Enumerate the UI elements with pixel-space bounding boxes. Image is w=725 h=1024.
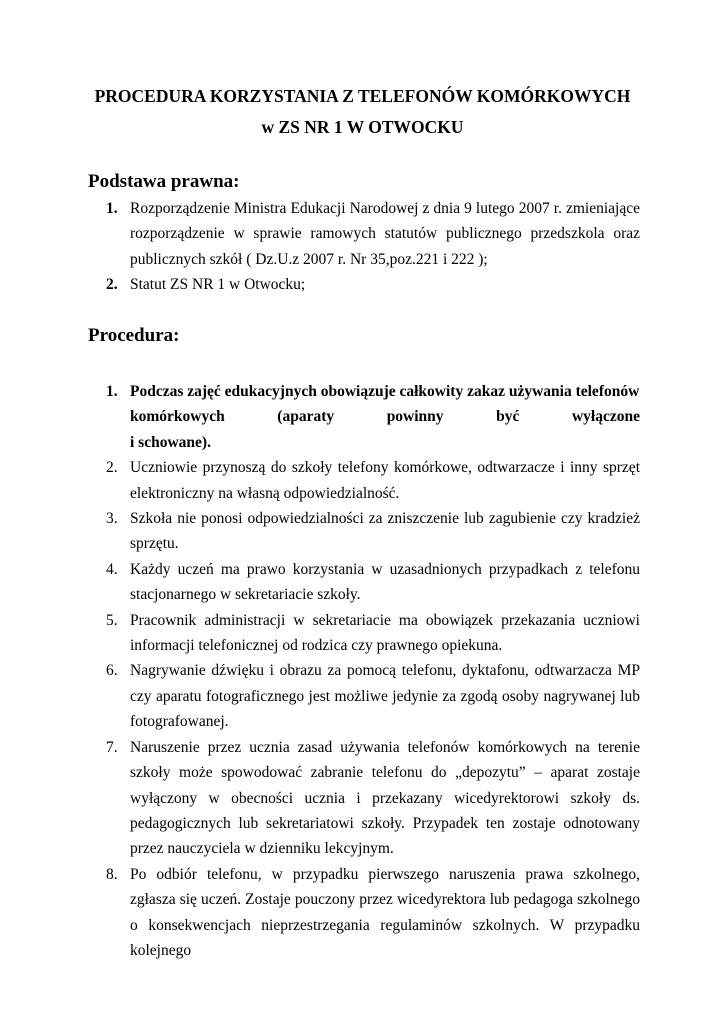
item-text: Pracownik administracji w sekretariacie ma obowiązek przekazania uczniowi informacji telefonicznej od rodzica czy prawnego opiekuna. [130,611,640,655]
item-number: 7. [106,738,118,756]
procedure-list [0,379,725,963]
item-number: 1. [106,383,118,400]
section-heading-legal-basis: Podstawa prawna: [88,171,240,192]
item-number: 5. [106,611,118,629]
list-item [0,506,725,557]
item-text-line: Podczas zajęć edukacyjnych obowiązuje całkowity zakaz używania telefonów [130,383,640,400]
list-item [0,862,725,964]
item-text: Statut ZS NR 1 w Otwocku; [130,276,306,294]
item-number: 6. [106,662,118,680]
item-text-line [130,404,640,429]
list-item [0,735,725,862]
list-item [0,379,725,455]
item-number: 2. [106,276,118,294]
item-number: 1. [106,200,118,217]
list-item [0,658,725,734]
item-text: Nagrywanie dźwięku i obrazu za pomocą telefonu, dyktafonu, odtwarzacza MP czy aparatu fotograficznego jest możliwe jedynie za zgodą osoby nagrywanej lub fotografowanej. [130,662,640,731]
legal-basis-list [0,196,725,298]
item-text: Uczniowie przynoszą do szkoły telefony komórkowe, odtwarzacze i inny sprzęt elektroniczny na własną odpowiedzialność. [130,459,640,502]
word: (aparaty [277,408,335,426]
word: wyłączone [571,408,640,426]
word: komórkowych [130,408,225,426]
item-text-line: i schowane). [130,433,211,451]
list-item [0,557,725,608]
document-title: PROCEDURA KORZYSTANIA Z TELEFONÓW KOMÓRKOWYCH [94,86,631,106]
list-item [0,455,725,506]
list-item [0,196,725,272]
item-number: 4. [106,560,118,578]
item-text: Rozporządzenie Ministra Edukacji Narodowej z dnia 9 lutego 2007 r. zmieniające rozporządzenie w sprawie ramowych statutów publicznego przedszkola oraz publicznych szkół ( Dz.U.z 2007 r. Nr 35,poz.221 i 222 ); [130,200,640,268]
section-heading-procedure: Procedura: [88,325,180,346]
item-number: 8. [106,865,118,883]
item-number: 3. [106,510,118,528]
item-text: Szkoła nie ponosi odpowiedzialności za zniszczenie lub zagubienie czy kradzież sprzętu. [130,510,640,553]
item-text: Naruszenie przez ucznia zasad używania telefonów komórkowych na terenie szkoły może spowodować zabranie telefonu do „depozytu” – aparat zostaje wyłączony w obecności ucznia i przekazany wicedyrektorowi szkoły ds. pedagogicznych lub sekretariatowi szkoły. Przypadek ten zostaje odnotowany przez nauczyciela w dzienniku lekcyjnym. [130,738,640,858]
document-subtitle: w ZS NR 1 W OTWOCKU [261,117,464,137]
item-number: 2. [106,459,118,477]
item-text [130,379,640,455]
word: powinny [386,408,444,426]
item-text: Każdy uczeń ma prawo korzystania w uzasadnionych przypadkach z telefonu stacjonarnego w sekretariacie szkoły. [130,560,640,604]
item-text: Po odbiór telefonu, w przypadku pierwszego naruszenia prawa szkolnego, zgłasza się uczeń. Zostaje pouczony przez wicedyrektora lub pedagoga szkolnego o konsekwencjach nieprzestrzegania regulaminów szkolnych. W przypadku kolejnego [130,865,640,959]
list-item [0,608,725,659]
list-item [0,272,725,297]
word: być [496,408,520,426]
